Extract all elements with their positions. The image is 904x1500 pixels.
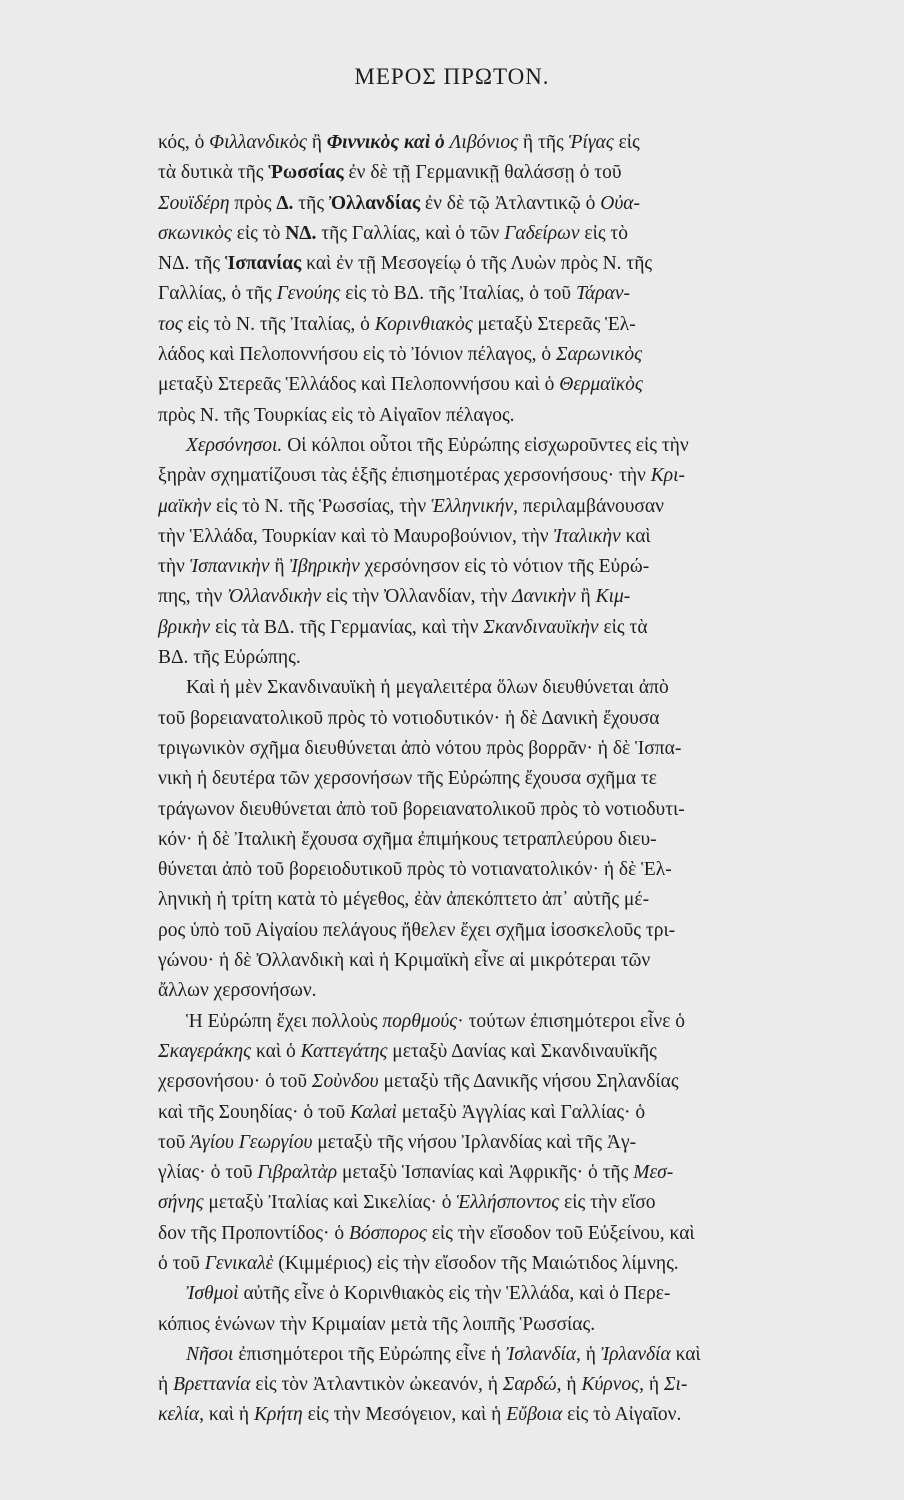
text-run: εἰς τὰ [598, 616, 648, 638]
text-run: Γενικαλὲ [204, 1252, 274, 1274]
text-run: ἢ τῆς [518, 132, 569, 153]
text-run: Τάραν- [575, 283, 631, 305]
text-line [158, 1007, 886, 1037]
text-run: Χερσόνησοι. [186, 434, 283, 456]
text-run: Ἱσπανικὴν [189, 556, 270, 578]
text-line [158, 279, 886, 309]
text-run: καὶ ἐν τῇ Μεσογείῳ ὁ τῆς Λυὼν πρὸς Ν. τῆς [301, 253, 653, 275]
text-run: Σαρδώ [502, 1374, 557, 1396]
text-run: Θερμαϊκὸς [559, 374, 643, 396]
text-run: Ἁγίου Γεωργίου [190, 1131, 313, 1153]
text-run: μεταξὺ τῆς Δανικῆς νήσου Σηλανδίας [378, 1071, 679, 1093]
text-run: Κορινθιακὸς [374, 313, 473, 335]
text-run: Νῆσοι [186, 1343, 234, 1365]
text-run: μεταξὺ Στερεᾶς Ἑλλάδος καὶ Πελοποννήσου καὶ ὁ [158, 374, 560, 396]
text-line [158, 582, 886, 612]
text-run: σκωνικὸς [158, 222, 232, 244]
text-run: εἰς τὴν εἴσοδον τοῦ Εὐξείνου, καὶ [426, 1222, 695, 1244]
text-run: Ὀλλανδικὴν [227, 586, 322, 608]
text-run: Δανικὴν [512, 586, 576, 608]
text-run: Κιμ- [595, 586, 631, 608]
text-run: καὶ [670, 1343, 701, 1365]
text-run: εἰς τὸ [231, 222, 286, 244]
text-run: , περιλαμβάνουσαν [513, 495, 664, 517]
text-line [158, 1128, 886, 1158]
text-run: γλίας· ὁ τοῦ [158, 1162, 258, 1184]
text-run: μεταξὺ Ἰταλίας καὶ Σικελίας· ὁ [203, 1192, 457, 1214]
text-run: ἢ [575, 586, 596, 608]
text-run: γώνου· ἡ δὲ Ὀλλανδικὴ καὶ ἡ Κριμαϊκὴ εἶνε αἱ μικρότεραι τῶν [158, 950, 651, 972]
text-run: Ὀλλανδίας [328, 192, 421, 214]
text-line [158, 1340, 886, 1370]
text-run: Γαλλίας, ὁ τῆς [158, 283, 277, 305]
text-run: εἰς τὸ Ν. τῆς Ἰταλίας, ὁ [182, 313, 375, 335]
text-run: εἰς [613, 132, 640, 153]
text-run: χερσόνησον εἰς τὸ νότιον τῆς Εὐρώ- [359, 556, 650, 578]
text-run: τοῦ βορειανατολικοῦ πρὸς τὸ νοτιοδυτικόν· ἡ δὲ Δανικὴ ἔχουσα [158, 707, 660, 729]
text-line [158, 128, 886, 158]
text-run: Σουϊδέρη [158, 192, 230, 214]
text-run: εἰς τὸ Αἰγαῖον. [562, 1404, 682, 1426]
text-run: μαϊκὴν [158, 495, 212, 517]
text-run: Καὶ ἡ μὲν Σκανδιναυϊκὴ ἡ μεγαλειτέρα ὅλων διευθύνεται ἀπὸ [186, 677, 669, 699]
text-run: εἰς τὴν Ὀλλανδίαν, τὴν [321, 586, 513, 608]
text-run: Μεσ- [633, 1162, 674, 1184]
text-run: Σκαγεράκης [158, 1040, 252, 1062]
running-header: ΜΕΡΟΣ ΠΡΩΤΟΝ. [354, 64, 550, 89]
text-line [158, 1037, 886, 1067]
text-run: , ἡ [576, 1343, 601, 1365]
text-line [158, 340, 886, 370]
text-run: κόν· ἡ δὲ Ἰταλικὴ ἔχουσα σχῆμα ἐπιμήκους τετραπλεύρου διευ- [158, 828, 657, 850]
text-run: ἢ [306, 132, 327, 153]
text-run: Βρεττανία [173, 1374, 251, 1396]
text-line [158, 1370, 886, 1400]
text-line [158, 916, 886, 946]
text-run: εἰς τὴν εἴσο [559, 1192, 656, 1214]
text-line [158, 219, 886, 249]
text-line [158, 461, 886, 491]
text-run: ἄλλων χερσονήσων. [158, 980, 317, 1002]
text-run: Γενούης [276, 283, 341, 305]
text-line [158, 643, 886, 673]
text-line [158, 825, 886, 855]
text-line [158, 522, 886, 552]
text-line [158, 431, 886, 461]
text-run: ἐν δὲ τῷ Ἀτλαντικῷ ὁ [420, 192, 601, 214]
text-line [158, 1310, 886, 1340]
text-run: (Κιμμέριος) εἰς τὴν εἴσοδον τῆς Μαιώτιδος λίμνης. [273, 1252, 679, 1274]
text-line [158, 704, 886, 734]
text-line [158, 552, 886, 582]
text-run: λάδος καὶ Πελοποννήσου εἰς τὸ Ἰόνιον πέλαγος, ὁ [158, 344, 556, 366]
text-run: Καττεγάτης [300, 1040, 388, 1062]
text-run: εἰς τὴν Μεσόγειον, καὶ ἡ [302, 1404, 507, 1426]
text-run: πορθμούς [382, 1010, 458, 1032]
text-run: ὁ τοῦ [158, 1252, 205, 1274]
text-line [158, 1067, 886, 1097]
text-run: Σοὺνδου [311, 1071, 379, 1093]
text-run: Φιλλανδικὸς [209, 132, 307, 153]
text-line [158, 764, 886, 794]
text-run: τοῦ [158, 1131, 191, 1153]
text-run: Βόσπορος [348, 1222, 427, 1244]
text-run: Λιβόνιος [449, 132, 519, 153]
text-run: Ἑλλήσποντος [456, 1192, 560, 1214]
text-run: κελία [158, 1404, 200, 1426]
text-line [158, 189, 886, 219]
text-run: Οὐα- [600, 192, 641, 214]
text-run: εἰς τὸν Ἀτλαντικὸν ὠκεανόν, ἡ [250, 1374, 503, 1396]
text-run: Ῥωσσίας [268, 162, 344, 184]
text-run: αὐτῆς εἶνε ὁ Κορινθιακὸς εἰς τὴν Ἑλλάδα, καὶ ὁ Περε- [238, 1283, 671, 1305]
text-run: Ἰσλανδία [505, 1343, 577, 1365]
text-line [158, 855, 886, 885]
text-line [158, 946, 886, 976]
text-run: τριγωνικὸν σχῆμα διευθύνεται ἀπὸ νότου πρὸς βορρᾶν· ἡ δὲ Ἱσπα- [158, 737, 682, 759]
text-run: Καλαὶ [350, 1101, 397, 1123]
text-run: νικὴ ἡ δευτέρα τῶν χερσονήσων τῆς Εὐρώπης ἔχουσα σχῆμα τε [158, 768, 657, 790]
text-run: βρικὴν [158, 616, 211, 638]
text-run: , ἡ [639, 1374, 664, 1396]
text-run: κός, ὁ [158, 132, 210, 153]
text-run: τῆς [293, 192, 329, 214]
text-line [158, 1400, 886, 1430]
text-line [158, 734, 886, 764]
text-run: Οἱ κόλποι οὗτοι τῆς Εὐρώπης εἰσχωροῦντες εἰς τὴν [282, 434, 689, 456]
text-line [158, 1098, 886, 1128]
text-line [158, 976, 886, 1006]
text-run: εἰς τὰ ΒΔ. τῆς Γερμανίας, καὶ τὴν [210, 616, 484, 638]
text-line [158, 492, 886, 522]
text-run: Κύρνος [581, 1374, 640, 1396]
text-run: σήνης [158, 1192, 204, 1214]
text-run: τος [158, 313, 183, 335]
text-run: πης, τὴν [158, 586, 228, 608]
text-line [158, 310, 886, 340]
text-run: τὰ δυτικὰ τῆς [158, 162, 269, 184]
text-line [158, 673, 886, 703]
text-run: · τούτων ἐπισημότεροι εἶνε ὁ [457, 1010, 686, 1032]
text-line [158, 1188, 886, 1218]
text-run: μεταξὺ Δανίας καὶ Σκανδιναυϊκῆς [387, 1040, 657, 1062]
text-run: τὴν [158, 556, 190, 578]
text-line [158, 249, 886, 279]
text-run: εἰς τὸ Ν. τῆς Ῥωσσίας, τὴν [211, 495, 432, 517]
text-run: πρὸς Ν. τῆς Τουρκίας εἰς τὸ Αἰγαῖον πέλαγος. [158, 404, 515, 426]
text-run: πρὸς [229, 192, 277, 214]
text-run: καὶ τῆς Σουηδίας· ὁ τοῦ [158, 1101, 351, 1123]
text-run: Ἰταλικὴν [553, 525, 621, 547]
text-run: Ἰβηρικὴν [289, 556, 360, 578]
text-run: Κρι- [650, 465, 685, 487]
text-run: ρος ὑπὸ τοῦ Αἰγαίου πελάγους ἤθελεν ἔχει σχῆμα ἰσοσκελοῦς τρι- [158, 919, 676, 941]
text-run: Ἑλληνικήν [431, 495, 514, 517]
text-run: ΒΔ. τῆς Εὐρώπης. [158, 647, 301, 669]
text-run: μεταξὺ Ἀγγλίας καὶ Γαλλίας· ὁ [396, 1101, 646, 1123]
text-line [158, 158, 886, 188]
text-run: τράγωνον διευθύνεται ἀπὸ τοῦ βορειανατολικοῦ πρὸς τὸ νοτιοδυτι- [158, 798, 685, 820]
text-run: κόπιος ἑνώνων τὴν Κριμαίαν μετὰ τῆς λοιπῆς Ῥωσσίας. [158, 1313, 596, 1335]
text-run: Ἰρλανδία [600, 1343, 671, 1365]
text-run: ΝΔ. [285, 222, 317, 244]
text-line [158, 1249, 886, 1279]
text-run: Σκανδιναυϊκὴν [483, 616, 599, 638]
text-run: Γαδείρων [504, 222, 580, 244]
text-run: μεταξὺ τῆς νήσου Ἰρλανδίας καὶ τῆς Ἀγ- [312, 1131, 637, 1153]
text-run: μεταξὺ Ἱσπανίας καὶ Ἀφρικῆς· ὁ τῆς [337, 1162, 634, 1184]
text-run: καὶ ὁ [251, 1040, 301, 1062]
text-run: ΝΔ. τῆς [158, 253, 226, 275]
text-line [158, 1158, 886, 1188]
text-line [158, 401, 886, 431]
text-run: Ῥίγας [568, 132, 614, 153]
text-run: μεταξὺ Στερεᾶς Ἑλ- [472, 313, 636, 335]
text-run: τὴν Ἑλλάδα, Τουρκίαν καὶ τὸ Μαυροβούνιον, τὴν [158, 525, 554, 547]
text-run: Κρήτη [253, 1404, 303, 1426]
text-line [158, 613, 886, 643]
text-run: δον τῆς Προποντίδος· ὁ [158, 1222, 349, 1244]
text-run: Ἱσπανίας [225, 253, 302, 275]
text-run: ἐπισημότεροι τῆς Εὐρώπης εἶνε ἡ [233, 1343, 506, 1365]
text-run: Φιννικὸς καὶ ὁ [326, 132, 445, 153]
text-run: θύνεται ἀπὸ τοῦ βορειοδυτικοῦ πρὸς τὸ νοτιανατολικόν· ἡ δὲ Ἑλ- [158, 859, 672, 881]
text-run: , ἡ [556, 1374, 582, 1396]
text-run: ἐν δὲ τῇ Γερμανικῇ θαλάσσῃ ὁ τοῦ [343, 162, 622, 184]
text-run: χερσονήσου· ὁ τοῦ [158, 1071, 312, 1093]
text-run: ξηρὰν σχηματίζουσι τὰς ἑξῆς ἐπισημοτέρας χερσονήσους· τὴν [158, 465, 651, 487]
text-run: ἡ [158, 1374, 174, 1396]
text-run: Ἰσθμοὶ [186, 1283, 239, 1305]
text-run: τῆς Γαλλίας, καὶ ὁ τῶν [316, 222, 505, 244]
text-run: Σι- [663, 1374, 688, 1396]
text-run: εἰς τὸ [579, 222, 629, 244]
text-line [158, 795, 886, 825]
text-run: , καὶ ἡ [199, 1404, 254, 1426]
text-run: Ἡ Εὐρώπη ἔχει πολλοὺς [186, 1010, 383, 1032]
text-line [158, 1279, 886, 1309]
text-run: εἰς τὸ ΒΔ. τῆς Ἰταλίας, ὁ τοῦ [340, 283, 576, 305]
page-body [158, 128, 886, 1431]
text-run: Δ. [276, 192, 294, 214]
text-line [158, 885, 886, 915]
text-line [158, 370, 886, 400]
text-run: Σαρωνικὸς [555, 344, 643, 366]
text-run: καὶ [620, 525, 651, 547]
text-run: Γιβραλτὰρ [257, 1162, 338, 1184]
text-run: ἢ [269, 556, 290, 578]
text-run: Εὔβοια [506, 1404, 563, 1426]
text-run: ληνικὴ ἡ τρίτη κατὰ τὸ μέγεθος, ἐὰν ἀπεκόπτετο ἀπ᾿ αὐτῆς μέ- [158, 889, 650, 911]
text-line [158, 1219, 886, 1249]
